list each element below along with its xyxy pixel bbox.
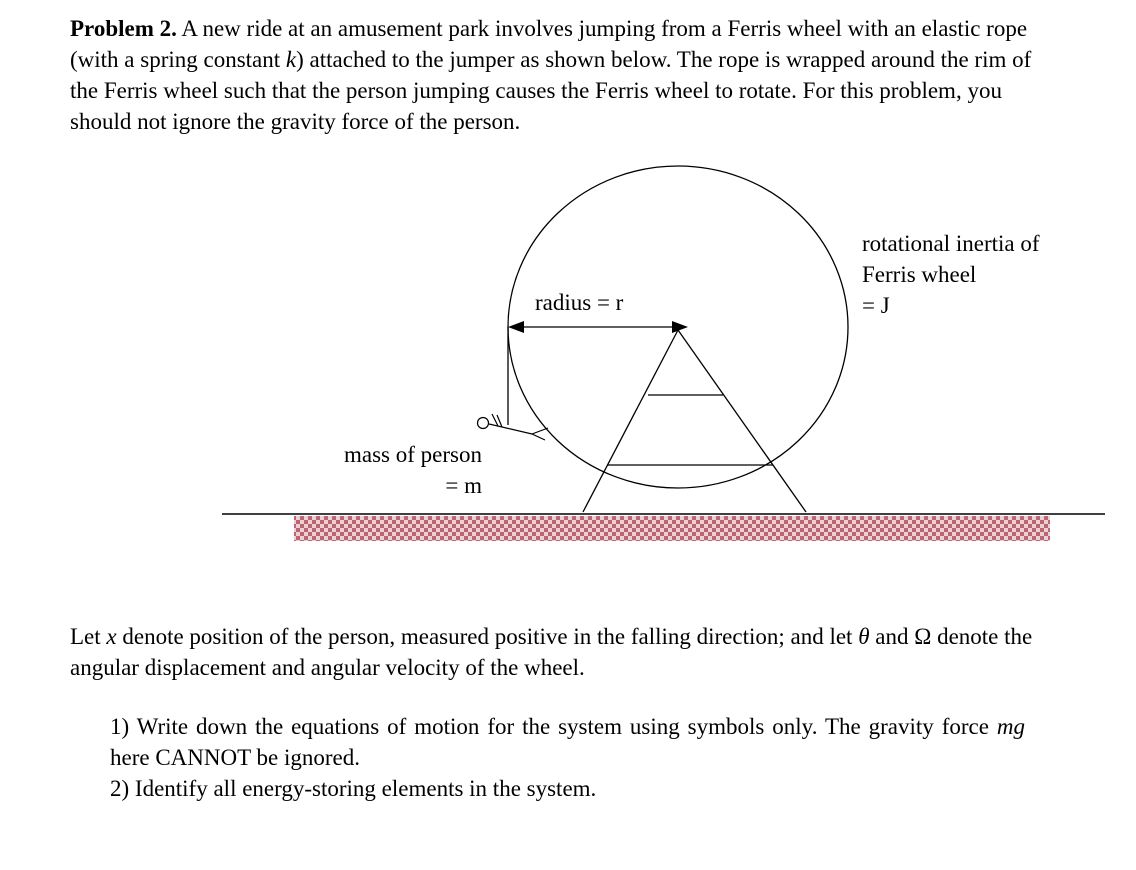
- theta-symbol: θ: [858, 624, 870, 649]
- mass-label-line1: mass of person: [344, 442, 482, 467]
- intro-text-2: ) attached to the jumper as shown below. The rope is wrapped around the rim of the Ferris wheel such that the person jumping causes the Ferris wheel to rotate. For this problem, you should not ignore the gravity force of the person.: [70, 47, 1032, 134]
- support-left-leg: [583, 330, 678, 512]
- def-text-4: denote the angular displacement and angular velocity of the wheel.: [70, 624, 1033, 680]
- inertia-label-line2: Ferris wheel: [862, 262, 977, 287]
- mass-label-line2: = m: [445, 473, 482, 498]
- mass-label: [344, 439, 482, 501]
- ground-hatch: [294, 516, 1050, 541]
- q1-suffix: here CANNOT be ignored.: [110, 745, 360, 770]
- q1-text: 1) Write down the equations of motion for the system using symbols only. The gravity force: [110, 714, 997, 739]
- inertia-label-line3: = J: [862, 293, 890, 318]
- def-text-1: Let: [70, 624, 107, 649]
- intro-text: A new ride at an amusement park involves jumping from a Ferris wheel with an elastic rope (with a spring constant: [70, 16, 1028, 72]
- x-symbol: x: [106, 624, 117, 649]
- problem-heading: Problem 2.: [70, 16, 177, 41]
- support-right-leg: [678, 330, 806, 512]
- radius-arrowhead-right: [672, 321, 688, 333]
- question-list: [110, 711, 1025, 804]
- mg-symbol: mg: [996, 714, 1025, 739]
- inertia-label: [862, 228, 1040, 321]
- question-2: 2) Identify all energy-storing elements in the system.: [110, 776, 597, 801]
- spring-constant-symbol: k: [285, 47, 297, 72]
- variable-definitions: [70, 621, 1050, 683]
- radius-label: radius = r: [535, 290, 624, 315]
- question-1: [110, 711, 1025, 773]
- omega-symbol: Ω: [914, 624, 932, 649]
- radius-arrowhead-left: [508, 321, 524, 333]
- inertia-label-line1: rotational inertia of: [862, 231, 1040, 256]
- def-text-2: denote position of the person, measured positive in the falling direction; and let: [116, 624, 859, 649]
- def-text-3: and: [869, 624, 915, 649]
